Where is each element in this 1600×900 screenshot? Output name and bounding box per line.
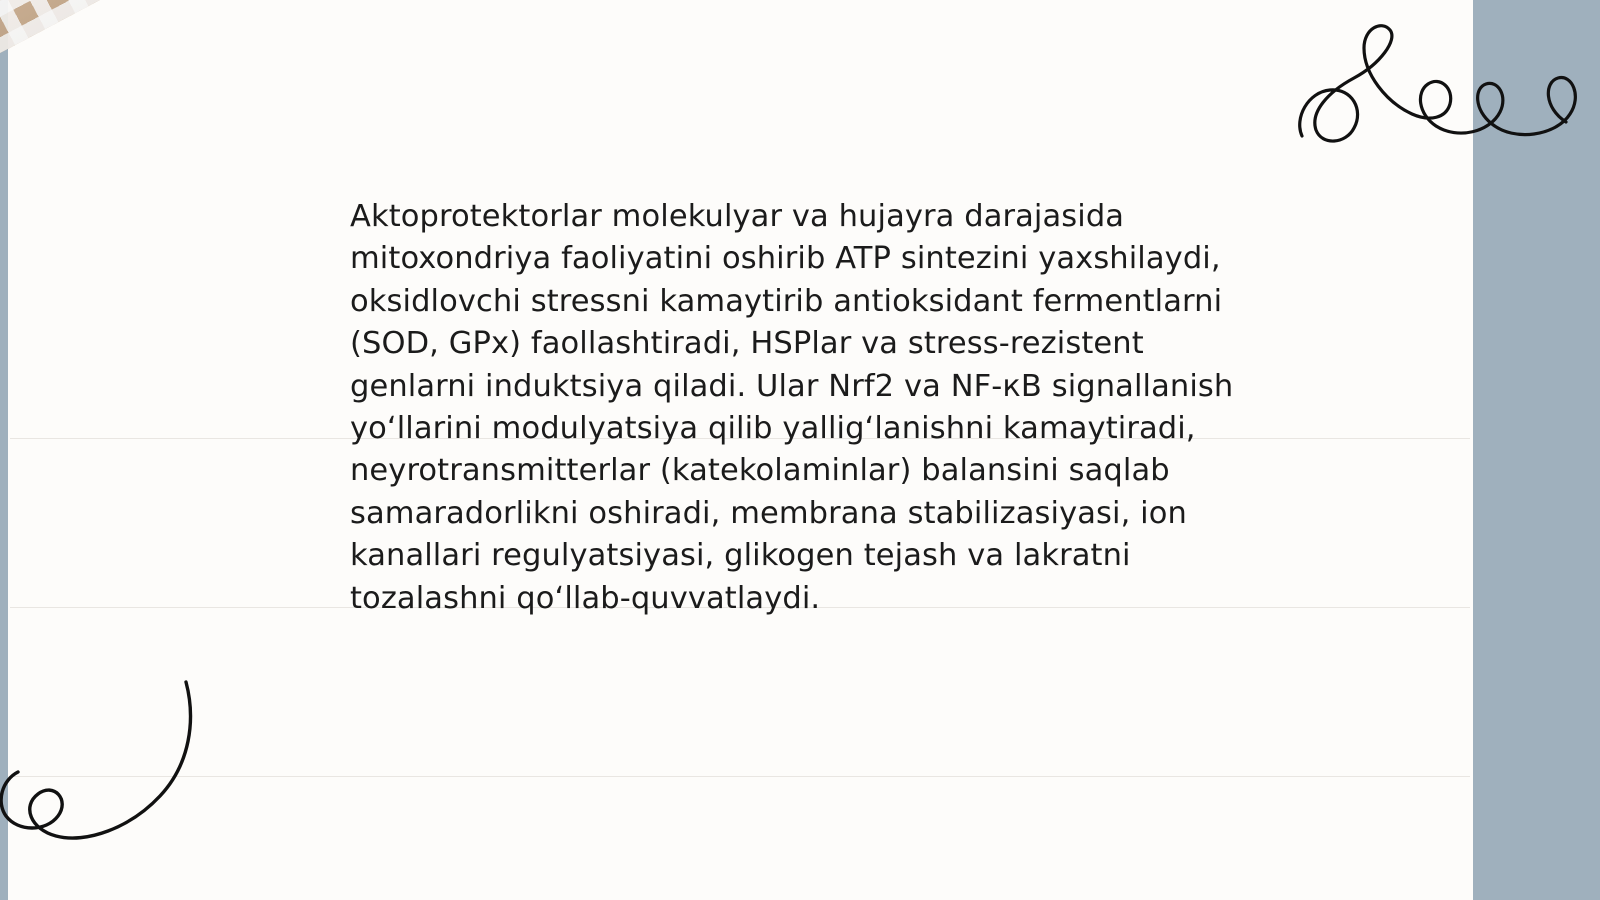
loop-squiggle-doodle-icon xyxy=(1294,18,1594,158)
slide-body-text: Aktoprotektorlar molekulyar va hujayra darajasida mitoxondriya faoliyatini oshirib ATP sintezini yaxshilaydi, oksidlovchi stressni kamaytirib antioksidant fermentlarni (SOD, GPx) faollashtiradi, HSPlar va stress-rezistent genlarni induktsiya qiladi. Ular Nrf2 va NF-кB signallanish yo‘llarini modulyatsiya qilib yallig‘lanishni kamaytiradi, neyrotransmitterlar (katekolaminlar) balansini saqlab samaradorlikni oshiradi, membrana stabilizasiyasi, ion kanallari regulyatsiyasi, glikogen tejash va lakratni tozalashni qo‘llab-quvvatlaydi. xyxy=(350,199,1234,616)
curl-squiggle-doodle-icon xyxy=(0,660,230,860)
